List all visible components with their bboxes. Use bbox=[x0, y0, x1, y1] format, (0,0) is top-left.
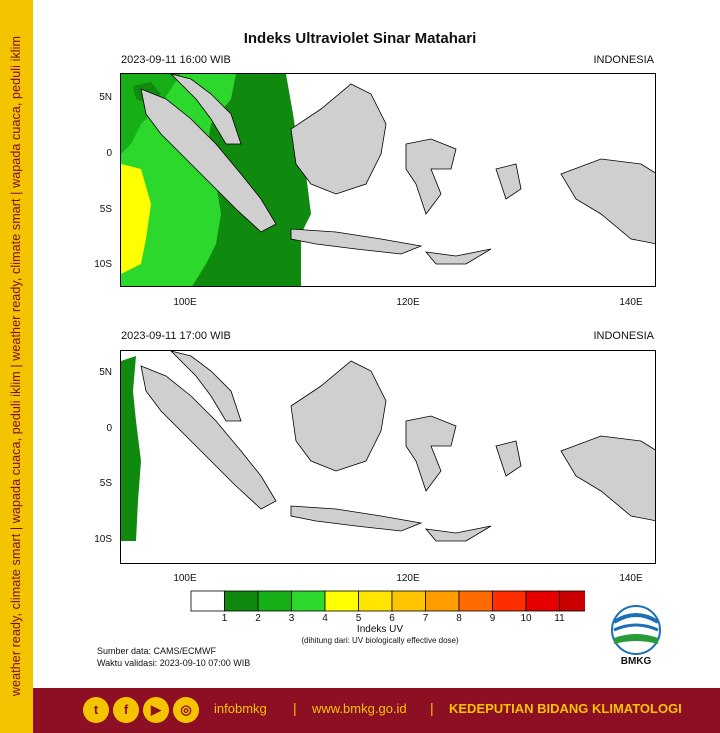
legend-tick-label: 1 bbox=[221, 613, 228, 624]
panel-1-lat-5s: 5S bbox=[99, 204, 112, 215]
panel-1-lat-10s: 10S bbox=[94, 259, 112, 270]
map-panel-2 bbox=[120, 350, 656, 564]
legend-tick-label: 7 bbox=[422, 613, 429, 624]
land-maluku bbox=[496, 164, 521, 199]
legend-tick-label: 3 bbox=[288, 613, 295, 624]
twitter-icon[interactable]: t bbox=[83, 697, 109, 723]
uv-zone-2 bbox=[121, 356, 141, 541]
bmkg-logo bbox=[608, 604, 664, 656]
legend-tick-label: 10 bbox=[520, 613, 532, 624]
footer-bar bbox=[33, 688, 720, 733]
legend-cell bbox=[426, 591, 460, 611]
panel-2-lat-10s: 10S bbox=[94, 534, 112, 545]
uv-color-legend bbox=[190, 590, 585, 612]
panel-1-lon-140e: 140E bbox=[619, 297, 643, 308]
footer-handle[interactable]: infobmkg bbox=[214, 701, 267, 716]
legend-tick-label: 11 bbox=[554, 613, 565, 624]
land-nusa bbox=[426, 249, 491, 264]
legend-cell bbox=[258, 591, 292, 611]
legend-cell bbox=[325, 591, 359, 611]
land-papua bbox=[561, 436, 656, 521]
uv-map-2 bbox=[121, 351, 656, 564]
panel-2-lat-5n: 5N bbox=[99, 367, 112, 378]
land-papua bbox=[561, 159, 656, 244]
legend-cell bbox=[493, 591, 527, 611]
panel-2-lon-140e: 140E bbox=[619, 573, 643, 584]
legend-tick-label: 9 bbox=[489, 613, 496, 624]
land-sulawesi bbox=[406, 139, 456, 214]
legend-tick-label: 8 bbox=[456, 613, 462, 624]
panel-1-lon-120e: 120E bbox=[396, 297, 420, 308]
legend-cell bbox=[225, 591, 259, 611]
panel-1-lon-100e: 100E bbox=[173, 297, 197, 308]
footer-separator: | bbox=[293, 700, 297, 716]
land-java bbox=[291, 506, 421, 531]
panel-1-lat-0: 0 bbox=[106, 148, 112, 159]
land-borneo bbox=[291, 361, 386, 471]
land-nusa bbox=[426, 526, 491, 541]
legend-cell bbox=[526, 591, 560, 611]
panel-2-lon-120e: 120E bbox=[396, 573, 420, 584]
legend-tick-label: 2 bbox=[255, 613, 261, 624]
legend-tick-label: 4 bbox=[322, 613, 328, 624]
legend-subtitle: (dihitung dari: UV biologically effective dose) bbox=[301, 636, 459, 645]
footer-separator: | bbox=[430, 700, 434, 716]
instagram-icon[interactable]: ◎ bbox=[173, 697, 199, 723]
panel-1-region: INDONESIA bbox=[593, 54, 654, 66]
facebook-icon[interactable]: f bbox=[113, 697, 139, 723]
page-title: Indeks Ultraviolet Sinar Matahari bbox=[243, 30, 477, 47]
panel-2-region: INDONESIA bbox=[593, 330, 654, 342]
panel-1-lat-5n: 5N bbox=[99, 92, 112, 103]
data-source bbox=[97, 645, 250, 669]
validity-line: Waktu validasi: 2023-09-10 07:00 WIB bbox=[97, 658, 251, 668]
land-sulawesi bbox=[406, 416, 456, 491]
bmkg-logo-text: BMKG bbox=[620, 656, 652, 667]
youtube-icon[interactable]: ▶ bbox=[143, 697, 169, 723]
footer-website[interactable]: www.bmkg.go.id bbox=[312, 701, 407, 716]
legend-cell bbox=[359, 591, 393, 611]
legend-cell bbox=[560, 591, 586, 611]
panel-1-date: 2023-09-11 16:00 WIB bbox=[121, 54, 231, 66]
land-maluku bbox=[496, 441, 521, 476]
legend-tick-label: 5 bbox=[355, 613, 362, 624]
legend-cell bbox=[191, 591, 225, 611]
panel-2-lat-5s: 5S bbox=[99, 478, 112, 489]
land-java bbox=[291, 229, 421, 254]
map-panel-1 bbox=[120, 73, 656, 287]
legend-cell bbox=[292, 591, 326, 611]
source-line: Sumber data: CAMS/ECMWF bbox=[97, 646, 217, 656]
footer-department: KEDEPUTIAN BIDANG KLIMATOLOGI bbox=[449, 701, 682, 716]
legend-cell bbox=[392, 591, 426, 611]
uv-map-1 bbox=[121, 74, 656, 287]
land-masses bbox=[141, 351, 656, 541]
legend-title: Indeks UV bbox=[356, 624, 404, 635]
legend-cell bbox=[459, 591, 493, 611]
panel-2-date: 2023-09-11 17:00 WIB bbox=[121, 330, 231, 342]
panel-2-lon-100e: 100E bbox=[173, 573, 197, 584]
panel-2-lat-0: 0 bbox=[106, 423, 112, 434]
legend-tick-label: 6 bbox=[389, 613, 395, 624]
side-banner-text: weather ready, climate smart | wapada cuaca, peduli iklim | weather ready, climate smart | wapada cuaca, peduli iklim bbox=[9, 35, 23, 697]
